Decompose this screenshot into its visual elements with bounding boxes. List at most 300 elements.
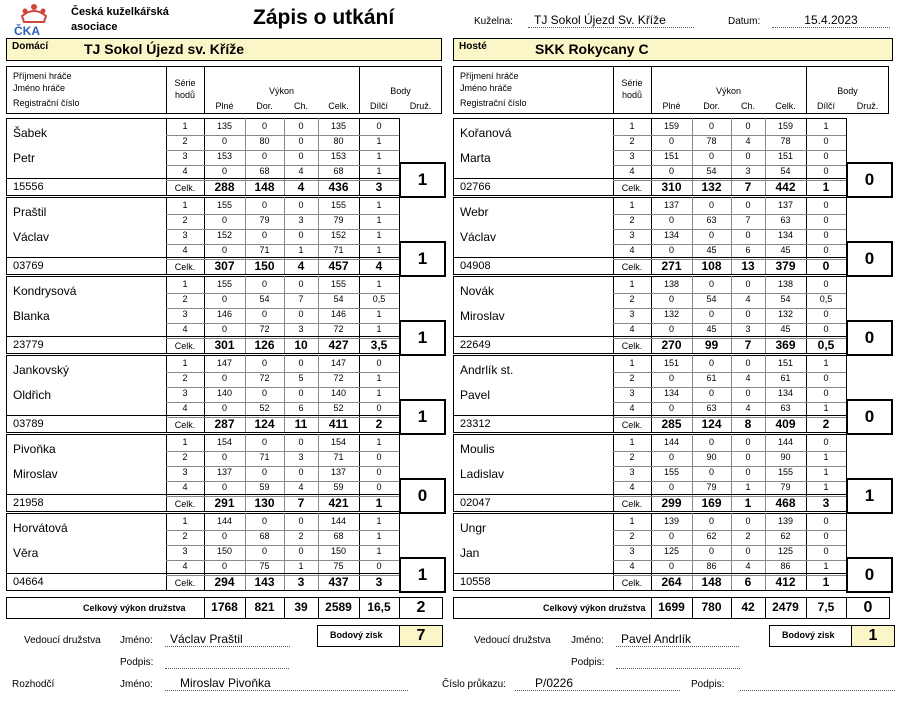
away-cell: 86 [706,561,717,571]
home-cell: 75 [259,561,270,571]
away-total-line [453,415,846,416]
home-cell: 150 [216,546,233,556]
home-cell: 1 [376,136,382,146]
home-cell: 0 [261,437,267,447]
away-team-point-box: 0 [846,241,893,277]
home-cell: 68 [259,166,270,176]
license-value: P/0226 [515,676,680,691]
home-row-top [6,434,399,435]
away-hdr-vykon: Výkon [715,86,741,96]
home-cell: 1 [376,309,382,319]
away-sign-label: Podpis: [571,657,605,668]
away-total-cell: 108 [701,259,722,273]
away-total-line [453,257,846,258]
away-row-left [453,513,454,590]
home-serie-num: 2 [182,294,188,304]
away-total-cell: 169 [701,496,722,510]
home-serie-num: 2 [182,215,188,225]
away-cell: 0 [823,324,829,334]
home-total-cell: 4 [297,259,305,273]
home-hdr-surname: Příjmení hráče [13,71,72,81]
away-total-cell: 409 [775,417,796,431]
away-cell: 151 [663,358,680,368]
home-total-cell: 3 [297,575,305,589]
home-cell: 0 [298,121,304,131]
away-name-label: Jméno: [571,635,604,646]
away-cell: 63 [706,403,717,413]
away-cell: 63 [706,215,717,225]
away-cell: 0 [668,166,674,176]
home-cell: 1 [376,388,382,398]
home-cell: 2 [298,531,304,541]
home-name-label: Jméno: [120,635,153,646]
away-hdr-dilci: Dílčí [817,101,835,111]
home-player-firstname: Blanka [13,309,50,323]
away-cell: 0 [823,230,829,240]
home-player-reg: 03789 [13,418,44,430]
away-total-line [453,494,846,495]
away-row-top [453,276,846,277]
home-team-point-box: 1 [399,162,446,198]
home-cell: 3 [298,324,304,334]
home-cell: 0 [221,136,227,146]
away-cell: 134 [663,388,680,398]
home-cell: 0,5 [372,294,386,304]
away-team-total-cell: 2479 [772,600,799,614]
home-celk-label: Celk. [174,499,196,509]
away-player-reg: 23312 [460,418,491,430]
away-cell: 54 [706,294,717,304]
away-total-cell: 412 [775,575,796,589]
home-cell: 1 [298,245,304,255]
home-cell: 0 [261,358,267,368]
away-row-top [453,355,846,356]
home-serie-num: 2 [182,136,188,146]
away-cell: 4 [745,294,751,304]
away-cell: 0 [823,200,829,210]
away-cell: 132 [777,309,794,319]
away-row-bottom [453,274,846,275]
home-cell: 68 [333,531,344,541]
home-cell: 59 [333,482,344,492]
home-hdr-druz: Druž. [409,101,432,111]
away-total-line [453,178,846,179]
home-serie-num: 4 [182,403,188,413]
away-cell: 137 [663,200,680,210]
home-cell: 1 [376,151,382,161]
home-points-value: 7 [416,627,426,644]
home-row-bottom [6,195,399,196]
home-serie-num: 3 [182,546,188,556]
away-cell: 139 [663,516,680,526]
home-cell: 0 [376,482,382,492]
away-total-cell: 0 [822,259,830,273]
away-player-firstname: Jan [460,546,480,560]
home-cell: 6 [298,403,304,413]
home-serie-num: 3 [182,388,188,398]
home-team-point-box: 0 [399,478,446,514]
away-total-cell: 132 [701,180,722,194]
home-total-cell: 291 [214,496,235,510]
home-serie-num: 4 [182,561,188,571]
away-cell: 0 [823,166,829,176]
home-player-reg: 04664 [13,576,44,588]
away-team-total-cell: 1699 [658,600,685,614]
home-total-cell: 411 [328,417,349,431]
away-hdr-celk: Celk. [775,101,796,111]
away-cell: 78 [706,136,717,146]
home-cell: 137 [216,467,233,477]
away-cell: 144 [777,437,794,447]
away-total-cell: 0,5 [817,338,835,352]
referee-sign-label: Podpis: [691,679,725,690]
home-total-cell: 3 [375,575,383,589]
home-cell: 7 [298,294,304,304]
away-cell: 45 [780,324,791,334]
logo-text: ČKA [14,24,40,38]
away-cell: 125 [777,546,794,556]
away-cell: 134 [663,230,680,240]
away-player-reg: 02047 [460,497,491,509]
home-row-bottom [6,511,399,512]
home-hdr-serie1: Série [174,78,196,88]
home-hdr-celk: Celk. [328,101,349,111]
away-serie-num: 1 [629,121,635,131]
home-total-cell: 421 [328,496,349,510]
home-cell: 0 [261,200,267,210]
home-cell: 5 [298,373,304,383]
home-cell: 68 [333,166,344,176]
away-cell: 134 [777,388,794,398]
away-cell: 134 [777,230,794,240]
home-row-left [6,118,7,195]
away-total-cell: 7 [744,338,752,352]
home-cell: 3 [298,452,304,462]
home-player-reg: 21958 [13,497,44,509]
away-hdr-plne: Plné [662,101,681,111]
home-leader-label: Vedoucí družstva [24,635,101,646]
home-serie-num: 1 [182,121,188,131]
home-cell: 152 [330,230,347,240]
away-cell: 7 [745,215,751,225]
home-cell: 0 [376,403,382,413]
away-team-name: SKK Rokycany C [535,41,649,57]
home-row-bottom [6,432,399,433]
away-cell: 0 [823,546,829,556]
home-player-surname: Jankovský [13,363,70,377]
away-cell: 159 [663,121,680,131]
away-cell: 4 [745,373,751,383]
away-player-firstname: Miroslav [460,309,505,323]
away-serie-num: 3 [629,309,635,319]
away-serie-num: 3 [629,546,635,556]
referee-label: Rozhodčí [12,679,55,690]
home-row-top [6,118,399,119]
away-total-line [453,573,846,574]
away-total-line [453,336,846,337]
away-celk-label: Celk. [621,262,643,272]
away-team-total-cell: 42 [741,600,755,614]
away-serie-num: 4 [629,561,635,571]
away-cell: 0 [823,437,829,447]
home-team-point-box: 1 [399,241,446,277]
home-cell: 1 [298,561,304,571]
home-cell: 0 [261,467,267,477]
away-total-cell: 3 [822,496,830,510]
away-total-cell: 285 [661,417,682,431]
home-sign-line [165,668,289,669]
home-serie-num: 4 [182,324,188,334]
away-cell: 0 [668,294,674,304]
home-celk-label: Celk. [174,262,196,272]
away-total-cell: 379 [775,259,796,273]
home-cell: 0 [298,546,304,556]
home-cell: 0 [298,388,304,398]
away-cell: 0 [745,516,751,526]
away-total-cell: 442 [775,180,796,194]
away-cell: 0 [668,452,674,462]
home-cell: 154 [330,437,347,447]
away-cell: 0 [823,136,829,146]
home-cell: 0 [376,452,382,462]
away-points-label: Bodový zisk [782,630,835,640]
away-player-reg: 04908 [460,260,491,272]
home-serie-num: 4 [182,482,188,492]
away-total-cell: 271 [661,259,682,273]
away-cell: 78 [780,136,791,146]
home-serie-num: 1 [182,358,188,368]
away-hdr-serie2: hodů [621,90,643,100]
home-player-surname: Praštil [13,205,47,219]
home-sign-label: Podpis: [120,657,154,668]
home-serie-num: 3 [182,309,188,319]
home-player-surname: Horvátová [13,521,68,535]
home-serie-num: 2 [182,531,188,541]
home-celk-label: Celk. [174,420,196,430]
away-cell: 0 [668,245,674,255]
home-serie-num: 1 [182,200,188,210]
home-leader-name: Václav Praštil [165,632,290,647]
home-total-line [6,336,399,337]
away-serie-num: 2 [629,294,635,304]
away-serie-num: 1 [629,200,635,210]
away-serie-num: 1 [629,516,635,526]
home-points-label: Bodový zisk [330,630,383,640]
away-cell: 0 [668,136,674,146]
home-cell: 0 [261,388,267,398]
home-hdr-serie2: hodů [174,90,196,100]
home-cell: 0 [298,200,304,210]
away-team-point-box: 0 [846,320,893,356]
home-cell: 72 [333,324,344,334]
away-celk-label: Celk. [621,183,643,193]
away-cell: 0 [745,546,751,556]
home-cell: 0 [221,482,227,492]
home-cell: 155 [216,200,233,210]
away-cell: 45 [780,245,791,255]
away-player-reg: 02766 [460,181,491,193]
away-serie-num: 1 [629,437,635,447]
away-team-point-box: 0 [846,557,893,593]
away-cell: 79 [706,482,717,492]
home-cell: 0 [298,309,304,319]
away-cell: 45 [706,245,717,255]
home-cell: 0 [376,561,382,571]
away-serie-num: 2 [629,215,635,225]
away-cell: 3 [745,324,751,334]
away-row-bottom [453,195,846,196]
away-cell: 1 [823,482,829,492]
home-cell: 1 [376,215,382,225]
home-total-cell: 10 [294,338,308,352]
home-row-left [6,355,7,432]
away-cell: 0 [745,437,751,447]
away-cell: 0 [668,531,674,541]
home-total-cell: 148 [254,180,275,194]
away-cell: 2 [745,531,751,541]
away-cell: 0 [708,200,714,210]
away-cell: 0 [745,279,751,289]
home-cell: 71 [259,452,270,462]
home-cell: 0 [298,358,304,368]
home-cell: 68 [259,531,270,541]
home-cell: 135 [330,121,347,131]
home-cell: 0 [221,215,227,225]
home-cell: 80 [259,136,270,146]
away-cell: 0 [668,324,674,334]
away-cell: 155 [777,467,794,477]
home-total-cell: 436 [328,180,349,194]
home-cell: 0 [221,452,227,462]
home-cell: 1 [376,279,382,289]
away-row-left [453,276,454,353]
away-player-firstname: Pavel [460,388,491,402]
home-serie-num: 1 [182,516,188,526]
away-serie-num: 3 [629,230,635,240]
home-row-top [6,513,399,514]
home-cell: 150 [330,546,347,556]
home-row-left [6,513,7,590]
away-cell: 0 [823,245,829,255]
away-hdr-ch: Ch. [740,101,755,111]
home-cell: 153 [216,151,233,161]
referee-name-label: Jméno: [120,679,153,690]
home-cell: 3 [298,215,304,225]
home-hdr-reg: Registrační číslo [13,98,80,108]
home-total-cell: 4 [375,259,383,273]
home-cell: 79 [333,215,344,225]
home-serie-num: 3 [182,151,188,161]
away-celk-label: Celk. [621,341,643,351]
home-total-line [6,573,399,574]
home-player-firstname: Oldřich [13,388,52,402]
date-label: Datum: [728,16,761,27]
away-total-cell: 7 [744,180,752,194]
home-player-reg: 03769 [13,260,44,272]
home-cell: 146 [216,309,233,319]
away-row-top [453,513,846,514]
home-total-cell: 130 [254,496,275,510]
away-serie-num: 4 [629,482,635,492]
away-cell: 0 [708,546,714,556]
away-row-left [453,434,454,511]
away-cell: 0 [708,388,714,398]
home-cell: 0 [298,151,304,161]
away-team-total-cell: 7,5 [817,600,835,614]
away-serie-num: 4 [629,324,635,334]
home-celk-label: Celk. [174,341,196,351]
away-sign-line [616,668,740,669]
home-total-cell: 288 [214,180,235,194]
home-team-total-cell: 16,5 [367,600,391,614]
away-row-left [453,355,454,432]
away-cell: 139 [777,516,794,526]
home-hdr-plne: Plné [215,101,234,111]
home-team-total-label: Celkový výkon družstva [83,603,186,613]
away-team-point-box: 0 [846,399,893,435]
away-cell: 0 [668,482,674,492]
away-serie-num: 3 [629,388,635,398]
home-cell: 1 [376,245,382,255]
home-team-total-cell: 821 [254,600,275,614]
away-points-value: 1 [868,627,878,644]
away-serie-num: 2 [629,136,635,146]
away-total-cell: 124 [701,417,722,431]
home-total-cell: 287 [214,417,235,431]
home-celk-label: Celk. [174,578,196,588]
home-player-firstname: Věra [13,546,39,560]
away-serie-num: 2 [629,531,635,541]
home-cell: 0 [261,230,267,240]
home-total-cell: 4 [297,180,305,194]
home-cell: 4 [298,482,304,492]
away-cell: 0 [708,516,714,526]
home-cell: 152 [216,230,233,240]
home-total-cell: 2 [375,417,383,431]
away-celk-label: Celk. [621,499,643,509]
away-cell: 90 [706,452,717,462]
home-serie-num: 4 [182,245,188,255]
away-team-total-cell: 780 [701,600,722,614]
home-total-cell: 3,5 [370,338,388,352]
away-serie-num: 3 [629,467,635,477]
away-cell: 125 [663,546,680,556]
home-row-left [6,197,7,274]
away-cell: 62 [780,531,791,541]
home-team-name: TJ Sokol Újezd sv. Kříže [84,41,245,57]
away-leader-name: Pavel Andrlík [616,632,739,647]
home-total-cell: 7 [297,496,305,510]
home-cell: 0 [261,516,267,526]
home-player-firstname: Petr [13,151,36,165]
away-player-surname: Moulis [460,442,495,456]
away-total-cell: 13 [741,259,755,273]
away-cell: 0 [708,230,714,240]
home-cell: 0 [221,166,227,176]
referee-name: Miroslav Pivoňka [165,676,408,691]
away-cell: 54 [780,166,791,176]
away-total-cell: 468 [775,496,796,510]
away-leader-label: Vedoucí družstva [474,635,551,646]
away-player-reg: 10558 [460,576,491,588]
away-player-reg: 22649 [460,339,491,351]
away-cell: 63 [780,403,791,413]
home-total-cell: 126 [254,338,275,352]
home-cell: 147 [330,358,347,368]
away-cell: 61 [780,373,791,383]
away-player-surname: Webr [460,205,489,219]
away-cell: 0 [823,531,829,541]
